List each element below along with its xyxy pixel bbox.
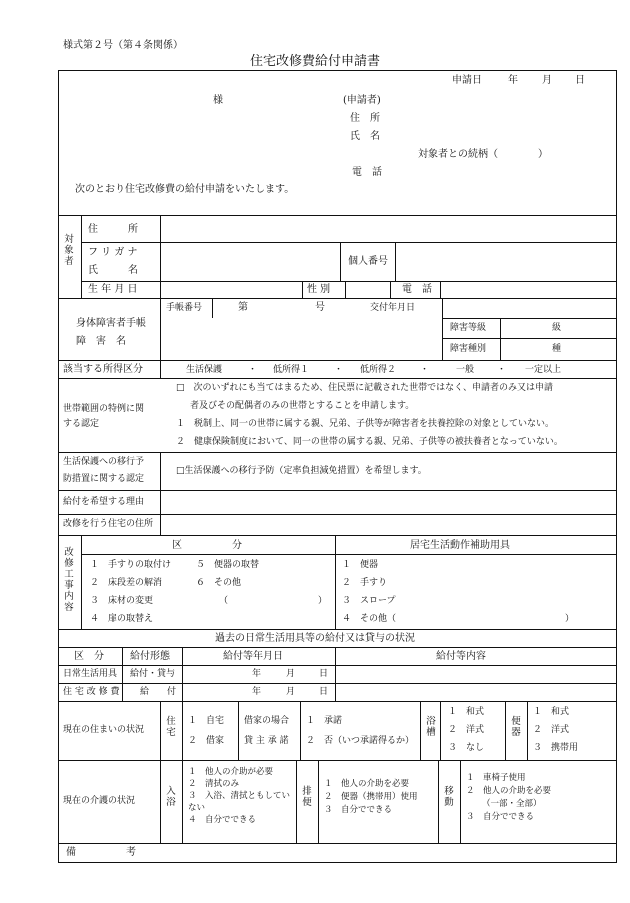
bathing-option: ３ 入浴、清拭ともしてい <box>188 791 291 801</box>
month-unit: 月 <box>542 75 552 86</box>
welfare-checkbox-text: □生活保護への移行予防（定率負担減免措置）を希望します。 <box>176 466 427 476</box>
application-date-label: 申請日 <box>452 75 482 86</box>
subject-phone-label: 電 話 <box>402 284 432 295</box>
toilet-option: １ 和式 <box>533 707 570 717</box>
income-separator: ・ <box>334 365 344 375</box>
birth-date-label: 生 年 月 日 <box>88 284 138 295</box>
go-label: 号 <box>315 302 325 313</box>
aid-item: ２ 手すり <box>342 578 388 588</box>
history-header-date: 給付等年月日 <box>223 651 283 662</box>
bathtub-label: 浴槽 <box>426 716 436 738</box>
special-checkbox-text: □ 次のいずれにも当てはまるため、住民票に記載された世帯ではなく、申請者のみ又は申請 <box>176 383 553 393</box>
work-item: ５ 便器の取替 <box>196 560 260 570</box>
income-option: 一般 <box>456 365 475 375</box>
living-status-label: 現在の住まいの状況 <box>63 725 145 735</box>
bathing-option: １ 他人の介助が必要 <box>188 767 274 777</box>
bathing-option-cont: ない <box>188 803 206 813</box>
income-separator: ・ <box>497 365 507 375</box>
applicant-address-label: 住 所 <box>350 113 380 124</box>
bathing-label: 入浴 <box>166 786 176 808</box>
moving-option-sub: （一部・全部） <box>482 799 542 809</box>
disability-name-label: 障 害 名 <box>76 336 126 347</box>
history-header-category: 区 分 <box>74 651 104 662</box>
moving-label: 移動 <box>444 786 454 808</box>
landlord-consent-label: 貸 主 承 諾 <box>244 736 289 746</box>
history-row-month: 月 <box>286 687 296 697</box>
welfare-transition-label-2: 防措置に関する認定 <box>63 474 145 484</box>
subject-address-label: 住 所 <box>88 224 138 235</box>
housing-label: 住宅 <box>166 716 176 738</box>
special-condition-2: ２ 健康保険制度において、同一の世帯の属する親、兄弟、子供等の被扶養者となっていない。 <box>176 437 563 447</box>
excretion-option: １ 他人の介助を必要 <box>324 779 410 789</box>
aid-item: ４ その他（ <box>342 614 397 624</box>
history-header-form: 給付形態 <box>130 651 170 662</box>
aid-other-close: ） <box>565 614 575 624</box>
applicant-name-label: 氏 名 <box>350 131 380 142</box>
applicant-phone-label: 電 話 <box>352 167 382 178</box>
work-item: １ 手すりの取付け <box>90 560 172 570</box>
consent-option: ２ 否（いつ承諾得るか） <box>306 736 415 746</box>
special-household-label: 世帯範囲の特例に関 <box>63 404 145 414</box>
shu-unit: 種 <box>552 344 562 354</box>
history-row-month: 月 <box>286 669 296 679</box>
history-row-year: 年 <box>252 669 262 679</box>
income-category-label: 該当する所得区分 <box>63 364 143 375</box>
welfare-transition-label: 生活保護への移行予 <box>63 457 145 467</box>
excretion-label: 排便 <box>302 786 312 808</box>
special-household-label-2: する認定 <box>63 419 100 429</box>
work-item: ３ 床材の変更 <box>90 596 154 606</box>
house-address-label: 改修を行う住宅の住所 <box>63 519 154 529</box>
income-option: 一定以上 <box>525 365 562 375</box>
handbook-label: 身体障害者手帳 <box>76 318 146 329</box>
subject-label: 対象者 <box>64 234 74 267</box>
bathtub-option: ３ なし <box>448 743 485 753</box>
issue-date-label: 交付年月日 <box>370 303 416 313</box>
handbook-number-label: 手帳番号 <box>166 303 203 313</box>
income-separator: ・ <box>248 365 258 375</box>
work-content-label: 改修工事内容 <box>64 547 74 613</box>
individual-number-label: 個人番号 <box>348 256 388 267</box>
request-statement: 次のとおり住宅改修費の給付申請をいたします。 <box>75 184 295 195</box>
rental-case-label: 借家の場合 <box>244 716 290 726</box>
income-option: 生活保護 <box>186 365 223 375</box>
work-item: ４ 扉の取替え <box>90 614 154 624</box>
housing-option: ２ 借家 <box>188 736 225 746</box>
day-unit: 日 <box>575 75 585 86</box>
toilet-option: ３ 携帯用 <box>533 743 579 753</box>
form-title: 住宅改修費給付申請書 <box>249 54 380 69</box>
history-row-day: 日 <box>319 669 329 679</box>
history-row-form: 給 付 <box>140 687 177 697</box>
history-row-form: 給付・貸与 <box>130 669 176 679</box>
care-status-label: 現在の介護の状況 <box>63 796 136 806</box>
bathtub-option: １ 和式 <box>448 707 485 717</box>
special-text-line2: 者及びその配偶者のみの世帯とすることを申請します。 <box>190 401 415 411</box>
toilet-label: 便器 <box>511 716 521 738</box>
aid-item: １ 便器 <box>342 560 379 570</box>
history-row-label: 住 宅 改 修 費 <box>63 687 120 697</box>
form-id: 様式第２号（第４条関係） <box>63 40 183 51</box>
income-option: 低所得２ <box>360 365 397 375</box>
dai-label: 第 <box>238 302 248 313</box>
reason-label: 給付を希望する理由 <box>63 497 145 507</box>
year-unit: 年 <box>508 75 518 86</box>
bathing-option: ２ 清拭のみ <box>188 779 240 789</box>
subject-name-label: 氏 名 <box>88 265 138 276</box>
work-item: ６ その他 <box>196 578 242 588</box>
relation-label: 対象者との続柄（ ） <box>418 149 548 160</box>
moving-option: ２ 他人の介助を必要 <box>466 786 552 796</box>
work-category-header: 区 分 <box>172 540 242 551</box>
toilet-option: ２ 洋式 <box>533 725 570 735</box>
housing-option: １ 自宅 <box>188 716 225 726</box>
bathtub-option: ２ 洋式 <box>448 725 485 735</box>
applicant-label: (申請者) <box>343 95 381 106</box>
excretion-option: ３ 自分でできる <box>324 805 393 815</box>
moving-option: １ 車椅子使用 <box>466 773 526 783</box>
history-title: 過去の日常生活用具等の給付又は貸与の状況 <box>215 633 415 644</box>
other-paren-open: （ <box>219 596 229 606</box>
aid-item: ３ スロープ <box>342 596 396 606</box>
special-condition-1: １ 税制上、同一の世帯に属する親、兄弟、子供等が障害者を扶養控除の対象としていない。 <box>176 419 555 429</box>
history-header-content: 給付等内容 <box>436 651 486 662</box>
remarks-label: 備 考 <box>66 847 136 858</box>
addressee-suffix: 様 <box>213 95 223 106</box>
history-row-label: 日常生活用具 <box>63 669 118 679</box>
assistive-device-header: 居宅生活動作補助用具 <box>410 540 510 551</box>
income-option: 低所得１ <box>273 365 310 375</box>
other-paren-close: ） <box>318 596 328 606</box>
moving-option: ３ 自分でできる <box>466 812 535 822</box>
history-row-year: 年 <box>252 687 262 697</box>
history-row-day: 日 <box>319 687 329 697</box>
gender-label: 性 別 <box>307 284 331 295</box>
kyu-unit: 級 <box>552 323 562 333</box>
disability-grade-label: 障害等級 <box>450 323 487 333</box>
excretion-option: ２ 便器（携帯用）使用 <box>324 792 418 802</box>
disability-type-label: 障害種別 <box>450 344 487 354</box>
income-separator: ・ <box>420 365 430 375</box>
bathing-option: ４ 自分でできる <box>188 815 257 825</box>
furigana-label: フ リ ガ ナ <box>88 247 138 258</box>
work-item: ２ 床段差の解消 <box>90 578 163 588</box>
consent-option: １ 承諾 <box>306 716 343 726</box>
